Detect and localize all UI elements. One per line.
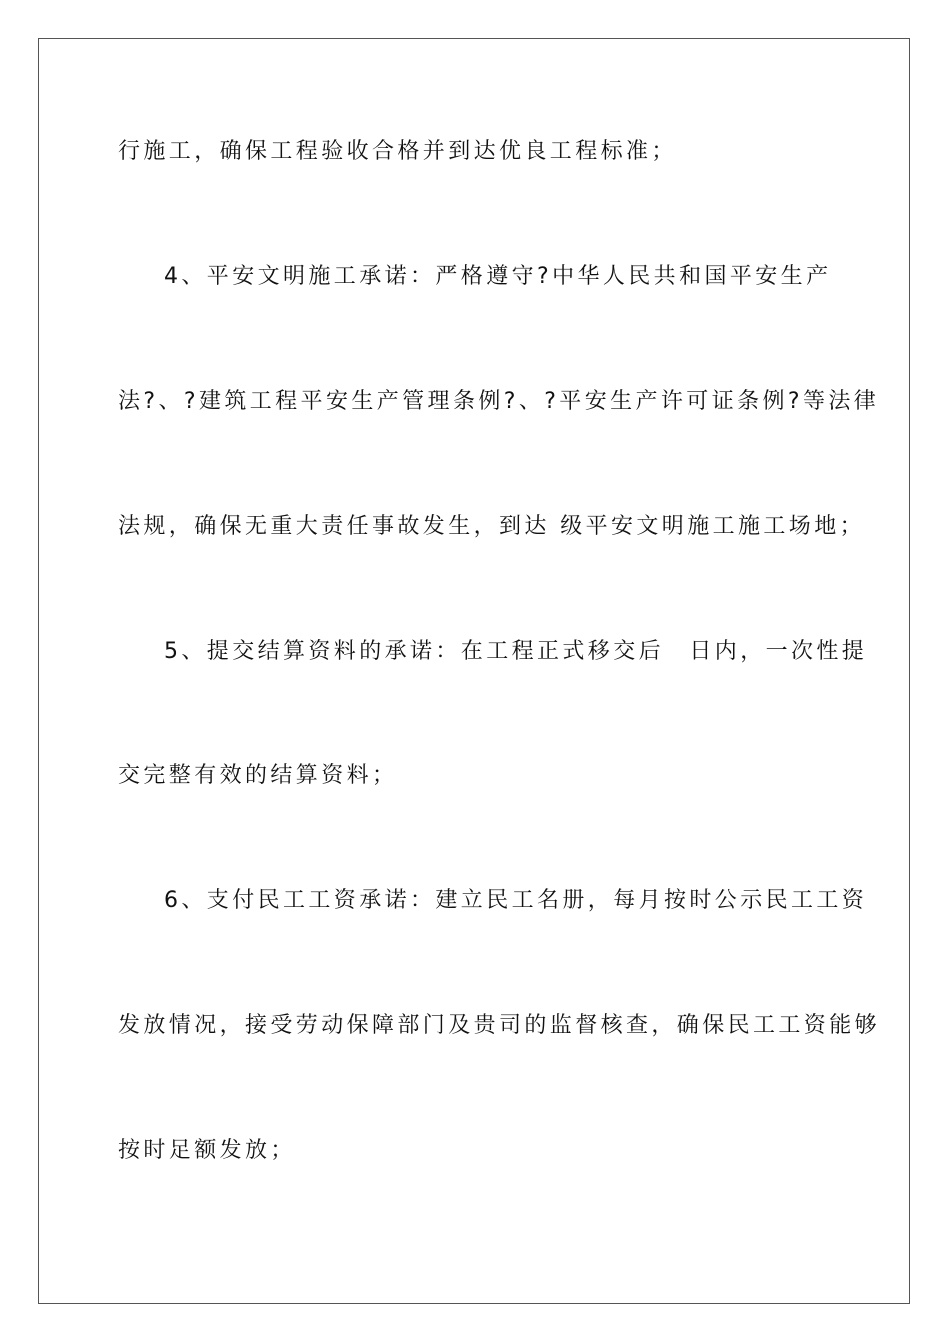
item-6-line-3: 按时足额发放； xyxy=(118,1138,296,1163)
item-4-line-2: 法?、?建筑工程平安生产管理条例?、?平安生产许可证条例?等法律 xyxy=(118,389,880,414)
page-border xyxy=(38,38,910,1304)
item-5-line-1: 5、提交结算资料的承诺：在工程正式移交后 日内，一次性提 xyxy=(164,639,868,664)
item-6-line-1: 6、支付民工工资承诺：建立民工名册，每月按时公示民工工资 xyxy=(164,888,868,913)
item-4-line-1: 4、平安文明施工承诺：严格遵守?中华人民共和国平安生产 xyxy=(164,264,832,289)
text-line-1: 行施工，确保工程验收合格并到达优良工程标准； xyxy=(118,139,677,164)
item-6-line-2: 发放情况，接受劳动保障部门及贵司的监督核查，确保民工工资能够 xyxy=(118,1013,881,1038)
item-4-line-3: 法规，确保无重大责任事故发生，到达 级平安文明施工施工场地； xyxy=(118,514,865,539)
item-5-line-2: 交完整有效的结算资料； xyxy=(118,763,398,788)
